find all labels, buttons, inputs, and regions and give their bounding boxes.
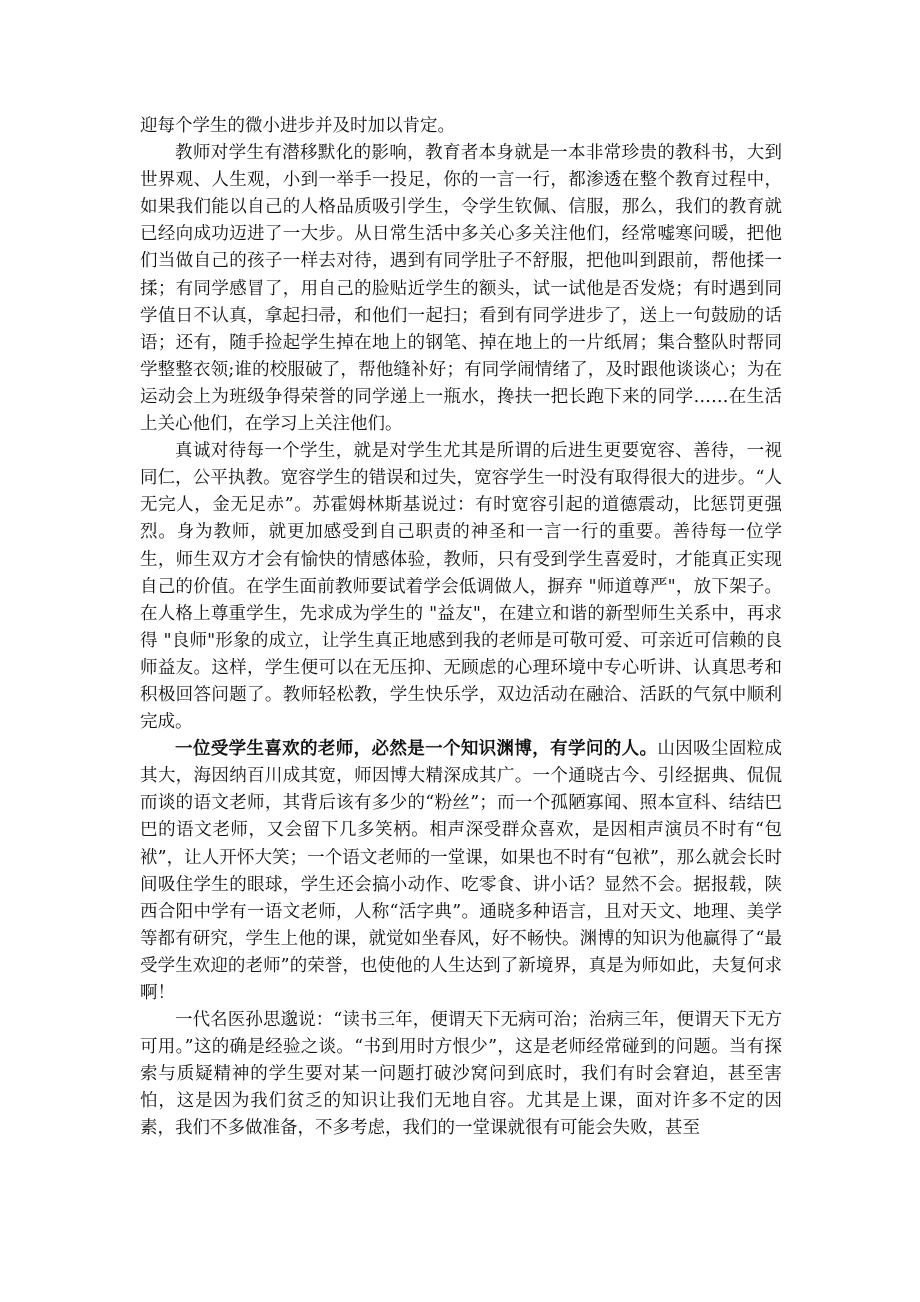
document-body <box>140 113 782 1143</box>
paragraph-4-text: 山因吸尘固粒成其大，海因纳百川成其宽，师因博大精深成其广。一个通晓古今、引经据典、侃侃而谈的语文老师，其背后该有多少的“粉丝”；而一个孤陋寡闻、照本宣科、结结巴巴的语文老师，又会留下几多笑柄。相声深受群众喜欢，是因相声演员不时有“包袱”，让人开怀大笑；一个语文老师的一堂课，如果也不时有“包袱”，那么就会长时间吸住学生的眼球，学生还会搞小动作、吃零食、讲小话？显然不会。据报载，陕西合阳中学有一语文老师，人称“活字典”。通晓多种语言，且对天文、地理、美学等都有研究，学生上他的课，就觉如坐春风，好不畅快。渊博的知识为他赢得了“最受学生欢迎的老师”的荣誉，也使他的人生达到了新境界，真是为师如此，夫复何求啊！ <box>140 739 783 1003</box>
paragraph-4 <box>140 736 782 1007</box>
paragraph-3-text: 真诚对待每一个学生，就是对学生尤其是所谓的后进生更要宽容、善待，一视同仁，公平执教。宽容学生的错误和过失，宽容学生一时没有取得很大的进步。“人无完人，金无足赤”。苏霍姆林斯基说过：有时宽容引起的道德震动，比惩罚更强烈。身为教师，就更加感受到自己职责的神圣和一言一行的重要。善待每一位学生，师生双方才会有愉快的情感体验，教师，只有受到学生喜爱时，才能真正实现自己的价值。在学生面前教师要试着学会低调做人，摒弃 "师道尊严"，放下架子。在人格上尊重学生，先求成为学生的 "益友"，在建立和谐的新型师生关系中，再求得 "良师"形象的成立，让学生真正地感到我的老师是可敬可爱、可亲近可信赖的良师益友。这样，学生便可以在无压抑、无顾虑的心理环境中专心听讲、认真思考和积极回答问题了。教师轻松教，学生快乐学，双边活动在融洽、活跃的气氛中顺利完成。 <box>140 441 782 733</box>
paragraph-2 <box>140 140 782 438</box>
paragraph-2-text: 教师对学生有潜移默化的影响，教育者本身就是一本非常珍贵的教科书，大到世界观、人生观，小到一举手一投足，你的一言一行，都渗透在整个教育过程中，如果我们能以自己的人格品质吸引学生，令学生钦佩、信服，那么，我们的教育就已经向成功迈进了一大步。从日常生活中多关心多关注他们，经常嘘寒问暖，把他们当做自己的孩子一样去对待，遇到有同学肚子不舒服，把他叫到跟前，帮他揉一揉；有同学感冒了，用自己的脸贴近学生的额头，试一试他是否发烧；有时遇到同学值日不认真，拿起扫帚，和他们一起扫；看到有同学进步了，送上一句鼓励的话语；还有，随手捡起学生掉在地上的钢笔、掉在地上的一片纸屑；集合整队时帮同学整整衣领;谁的校服破了，帮他缝补好；有同学闹情绪了，及时跟他谈谈心；为在运动会上为班级争得荣誉的同学递上一瓶水，搀扶一把长跑下来的同学……在生活上关心他们，在学习上关注他们。 <box>140 143 782 435</box>
paragraph-1 <box>140 113 782 140</box>
paragraph-1-text: 迎每个学生的微小进步并及时加以肯定。 <box>140 116 455 136</box>
paragraph-5 <box>140 1007 782 1142</box>
paragraph-3 <box>140 438 782 736</box>
paragraph-5-text: 一代名医孙思邈说：“读书三年，便谓天下无病可治；治病三年，便谓天下无方可用。”这的确是经验之谈。“书到用时方恨少”，这是老师经常碰到的问题。当有探索与质疑精神的学生要对某一问题打破沙窝问到底时，我们有时会窘迫，甚至害怕，这是因为我们贫乏的知识让我们无地自容。尤其是上课，面对许多不定的因素，我们不多做准备，不多考虑，我们的一堂课就很有可能会失败，甚至 <box>140 1010 782 1139</box>
paragraph-4-bold-lead: 一位受学生喜欢的老师，必然是一个知识渊博，有学问的人。 <box>175 739 658 760</box>
